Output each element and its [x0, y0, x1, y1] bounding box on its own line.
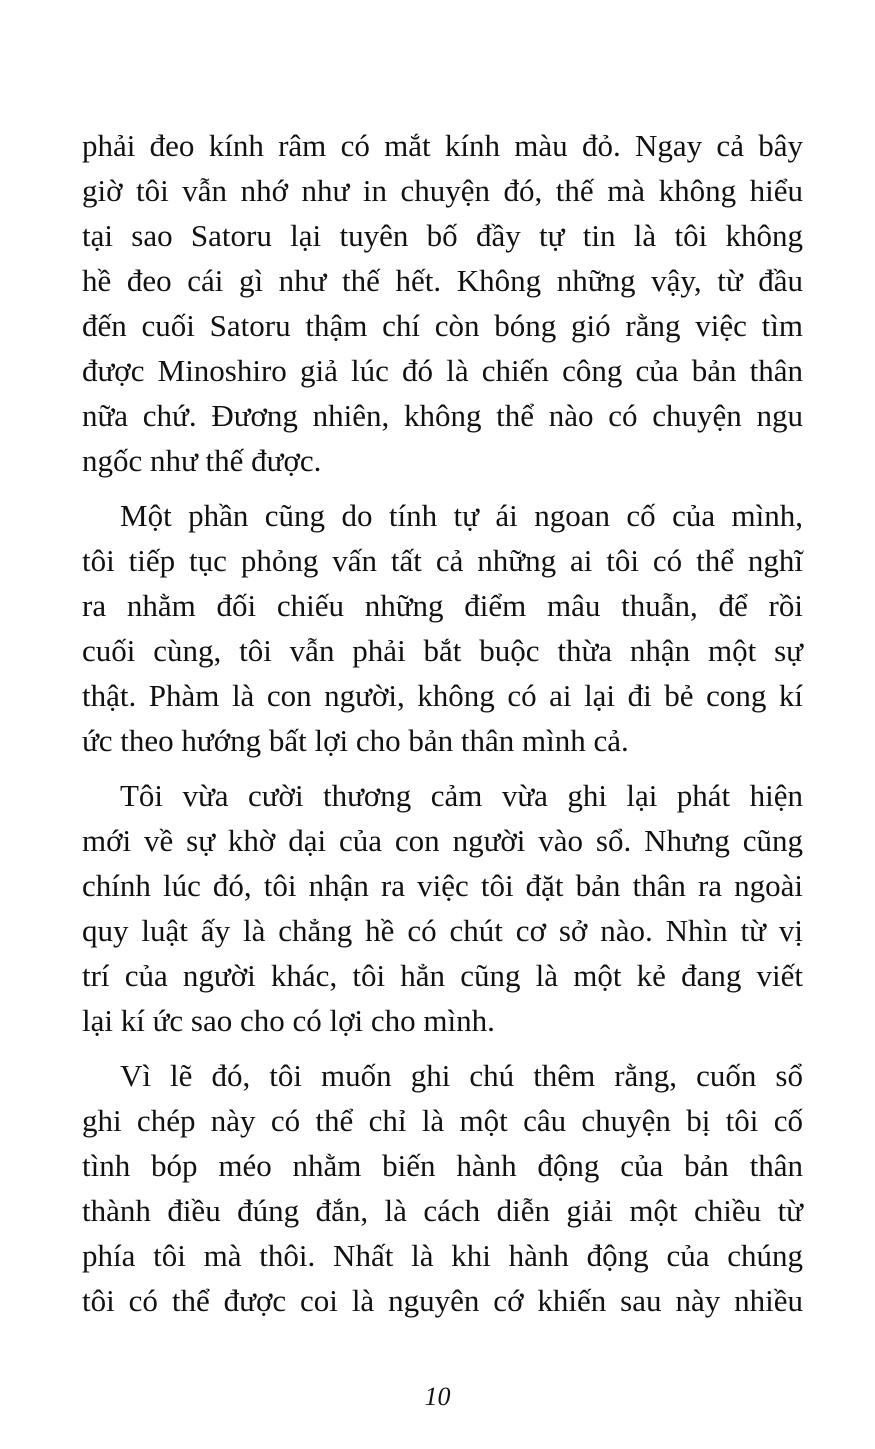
text-line: tại sao Satoru lại tuyên bố đầy tự tin là tôi không [82, 218, 803, 253]
text-line: tôi có thể được coi là nguyên cớ khiến sau này nhiều [82, 1283, 803, 1318]
text-line: nữa chứ. Đương nhiên, không thể nào có chuyện ngu [82, 398, 803, 433]
text-line: ra nhằm đối chiếu những điểm mâu thuẫn, để rồi [82, 588, 803, 623]
paragraph [82, 1053, 803, 1323]
text-line: ức theo hướng bất lợi cho bản thân mình cả. [82, 723, 629, 758]
text-line: ngốc như thế được. [82, 443, 322, 478]
text-line: Vì lẽ đó, tôi muốn ghi chú thêm rằng, cuốn sổ [120, 1058, 803, 1093]
text-line: tình bóp méo nhằm biến hành động của bản thân [82, 1148, 803, 1183]
text-line: lại kí ức sao cho có lợi cho mình. [82, 1003, 495, 1038]
body-text [82, 123, 803, 1333]
text-line: đến cuối Satoru thậm chí còn bóng gió rằng việc tìm [82, 308, 803, 343]
text-line: thật. Phàm là con người, không có ai lại đi bẻ cong kí [82, 678, 803, 713]
text-line: chính lúc đó, tôi nhận ra việc tôi đặt bản thân ra ngoài [82, 868, 803, 903]
text-line: giờ tôi vẫn nhớ như in chuyện đó, thế mà không hiểu [82, 173, 803, 208]
text-line: được Minoshiro giả lúc đó là chiến công của bản thân [82, 353, 803, 388]
paragraph [82, 123, 803, 483]
text-line: phải đeo kính râm có mắt kính màu đỏ. Ngay cả bây [82, 128, 803, 163]
paragraph [82, 773, 803, 1043]
text-line: mới về sự khờ dại của con người vào sổ. Nhưng cũng [82, 823, 803, 858]
text-line: trí của người khác, tôi hẳn cũng là một kẻ đang viết [82, 958, 803, 993]
text-line: cuối cùng, tôi vẫn phải bắt buộc thừa nhận một sự [82, 633, 803, 668]
text-line: thành điều đúng đắn, là cách diễn giải một chiều từ [82, 1193, 803, 1228]
text-line: phía tôi mà thôi. Nhất là khi hành động của chúng [82, 1238, 803, 1273]
text-line: Tôi vừa cười thương cảm vừa ghi lại phát hiện [120, 778, 803, 813]
text-line: tôi tiếp tục phỏng vấn tất cả những ai tôi có thể nghĩ [82, 543, 803, 578]
page-number: 10 [424, 1382, 451, 1411]
paragraph [82, 493, 803, 763]
text-line: Một phần cũng do tính tự ái ngoan cố của mình, [120, 498, 803, 533]
text-line: ghi chép này có thể chỉ là một câu chuyện bị tôi cố [82, 1103, 803, 1138]
text-line: quy luật ấy là chẳng hề có chút cơ sở nào. Nhìn từ vị [82, 913, 803, 948]
text-line: hề đeo cái gì như thế hết. Không những vậy, từ đầu [82, 263, 803, 298]
